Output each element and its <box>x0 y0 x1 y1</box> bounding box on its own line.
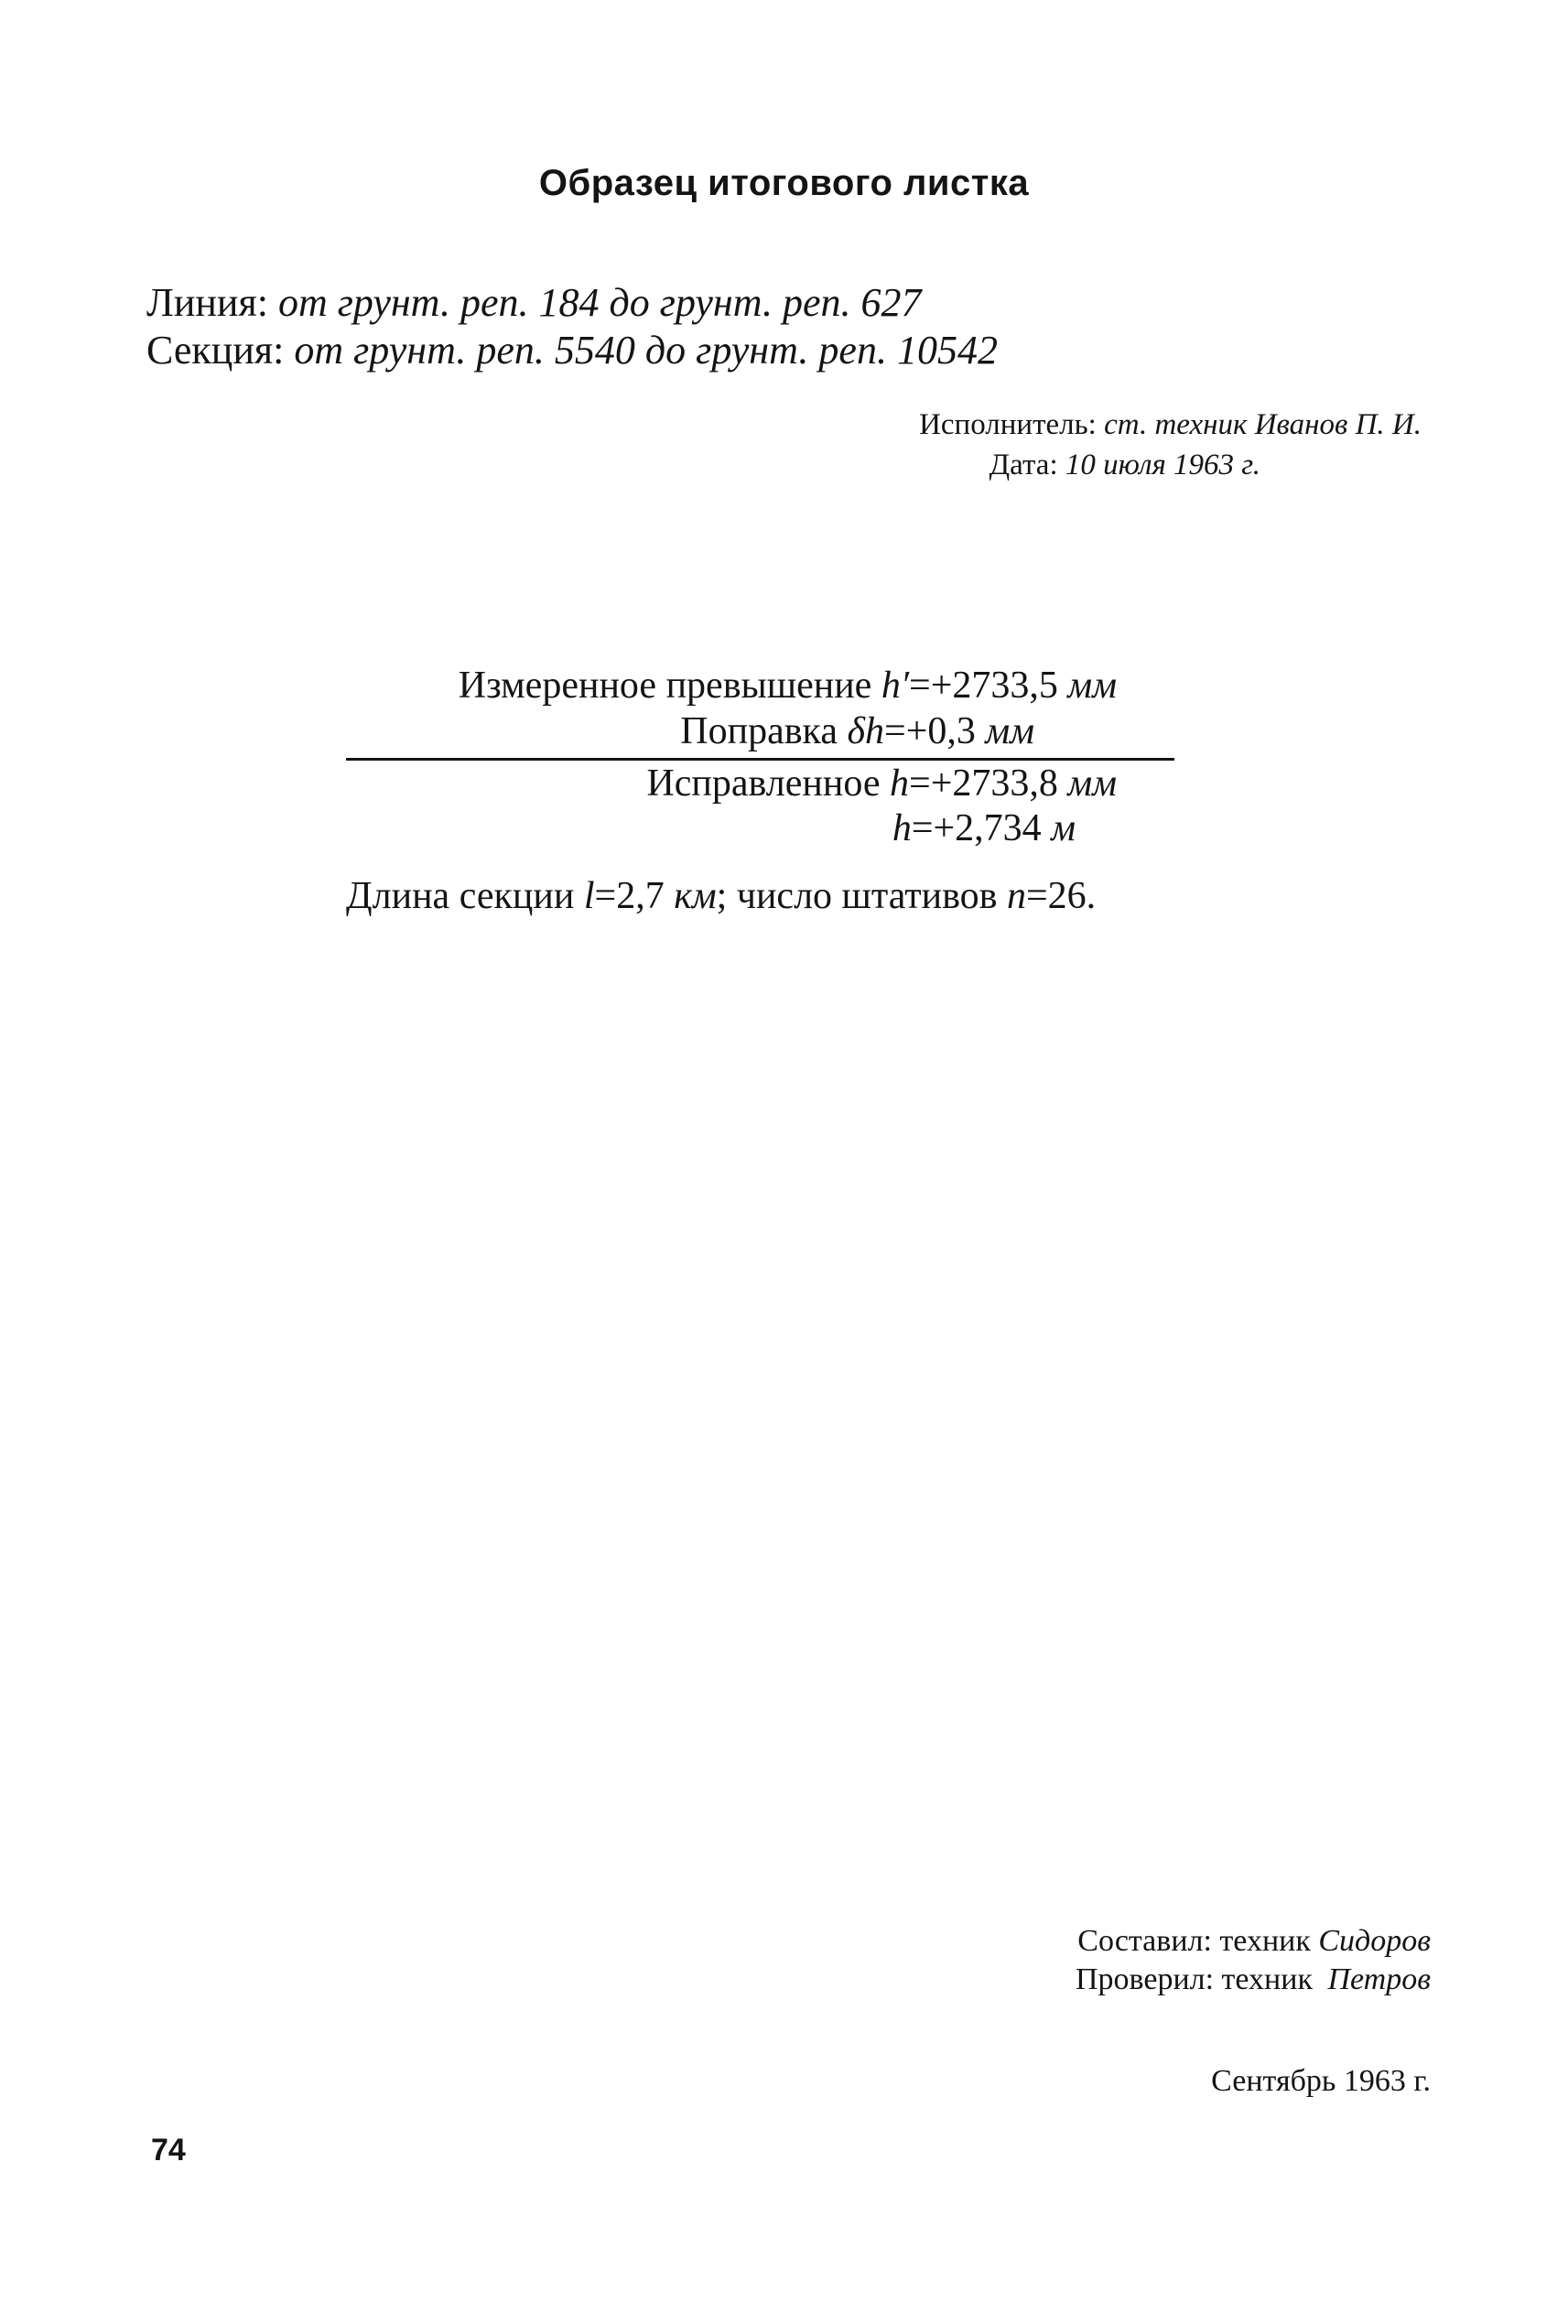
performer-row <box>919 405 1422 445</box>
tripod-count-value: =26. <box>1026 875 1097 917</box>
corrected-symbol: h <box>890 762 910 805</box>
performer-label: Исполнитель: <box>919 408 1097 441</box>
corrected-label: Исправленное <box>646 762 881 805</box>
measured-symbol: h′ <box>881 665 910 707</box>
correction-label: Поправка <box>680 710 838 752</box>
corrected-m-equals: = <box>911 807 934 849</box>
measured-equals: = <box>909 665 931 707</box>
measured-value: +2733,5 <box>930 665 1058 707</box>
corrected-equals: = <box>909 762 931 805</box>
calculation-block <box>339 664 1117 847</box>
corrected-m-row <box>892 806 1076 850</box>
section-label: Секция: <box>146 328 285 373</box>
section-length-row <box>346 874 1096 918</box>
length-value: =2,7 <box>594 875 665 917</box>
section-length-label: Длина секции <box>346 875 575 917</box>
performer-value: ст. техник Иванов П. И. <box>1104 408 1422 441</box>
measured-unit: мм <box>1067 665 1117 707</box>
compiled-label: Составил: техник <box>1077 1924 1311 1958</box>
checked-row <box>1076 1961 1431 1999</box>
compiled-name: Сидоров <box>1318 1924 1431 1958</box>
measured-label: Измеренное превышение <box>458 665 872 707</box>
compiled-row <box>1076 1922 1431 1961</box>
tripod-count-symbol: n <box>1007 875 1026 917</box>
length-separator: ; <box>716 875 728 917</box>
tripod-count-label: число штативов <box>736 875 998 917</box>
checked-name: Петров <box>1327 1962 1431 1996</box>
corrected-m-value: +2,734 <box>933 807 1042 849</box>
length-unit: км <box>674 875 717 917</box>
corrected-m-unit: м <box>1051 807 1076 849</box>
correction-symbol: δh <box>847 710 885 752</box>
line-row <box>146 279 922 327</box>
measured-row <box>459 664 1117 708</box>
signature-block <box>1076 1922 1431 1999</box>
corrected-row <box>646 762 1117 805</box>
section-value: от грунт. реп. 5540 до грунт. реп. 10542 <box>294 328 998 373</box>
date-row <box>919 445 1260 485</box>
date-label: Дата: <box>989 449 1058 481</box>
corrected-unit: мм <box>1067 762 1117 805</box>
section-row <box>146 327 998 374</box>
correction-equals: = <box>884 710 906 752</box>
page-title: Образец итогового листка <box>538 163 1030 203</box>
correction-row <box>680 709 1034 753</box>
date-value: 10 июля 1963 г. <box>1065 449 1260 481</box>
sum-rule <box>346 758 1174 761</box>
performer-block <box>919 405 1422 485</box>
line-label: Линия: <box>146 280 268 325</box>
bottom-date: Сентябрь 1963 г. <box>1211 2064 1431 2098</box>
checked-label: Проверил: техник <box>1075 1962 1313 1996</box>
corrected-m-symbol: h <box>892 807 912 849</box>
length-symbol: l <box>583 875 595 917</box>
correction-value: +0,3 <box>905 710 976 752</box>
corrected-value: +2733,8 <box>930 762 1058 805</box>
line-value: от грунт. реп. 184 до грунт. реп. 627 <box>277 280 922 325</box>
correction-unit: мм <box>985 710 1034 752</box>
page-number: 74 <box>151 2133 186 2167</box>
